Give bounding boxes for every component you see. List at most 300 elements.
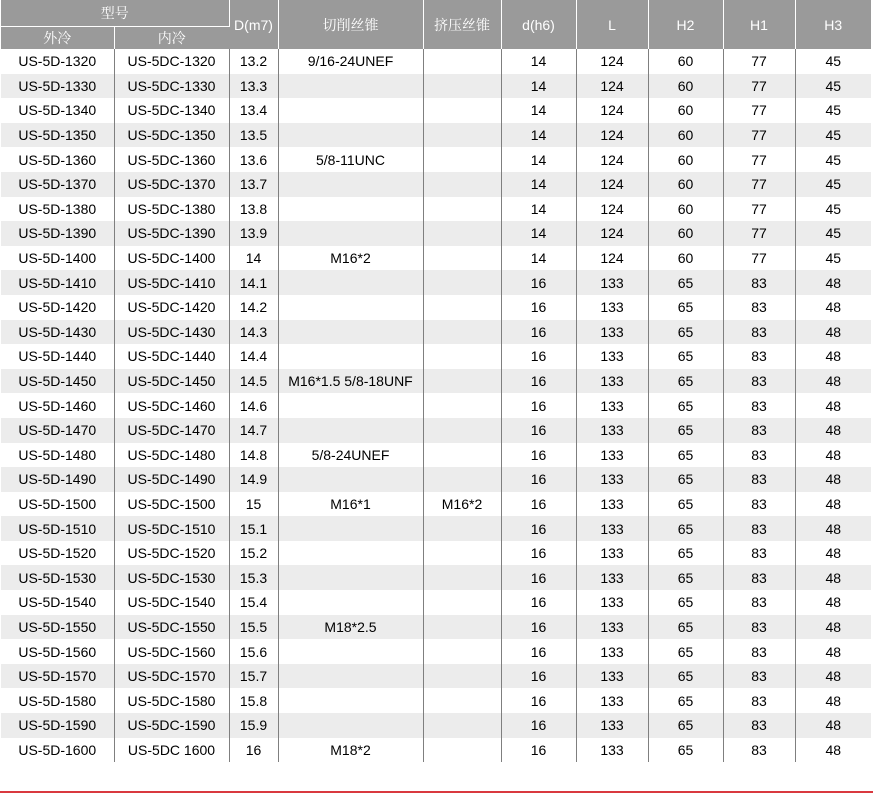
table-row — [1, 443, 871, 468]
l-cell: 133 — [576, 393, 648, 418]
table-row — [1, 615, 871, 640]
model-internal-cell: US-5DC-1330 — [114, 74, 229, 99]
model-internal-cell: US-5DC-1320 — [114, 49, 229, 74]
d-m7-cell: 15.3 — [229, 565, 278, 590]
model-external-cell: US-5D-1600 — [1, 738, 114, 763]
d-h6-cell: 16 — [501, 443, 576, 468]
h3-cell: 45 — [795, 123, 871, 148]
table-row — [1, 492, 871, 517]
h1-cell: 77 — [723, 147, 795, 172]
h2-cell: 60 — [648, 246, 723, 271]
model-external-cell: US-5D-1550 — [1, 615, 114, 640]
d-h6-cell: 16 — [501, 639, 576, 664]
h2-cell: 65 — [648, 467, 723, 492]
l-cell: 133 — [576, 664, 648, 689]
forming-tap-cell — [423, 393, 501, 418]
h2-cell: 60 — [648, 197, 723, 222]
model-external-cell: US-5D-1490 — [1, 467, 114, 492]
h1-cell: 83 — [723, 320, 795, 345]
h2-cell: 65 — [648, 344, 723, 369]
h3-cell: 48 — [795, 713, 871, 738]
h1-cell: 83 — [723, 467, 795, 492]
h1-cell: 77 — [723, 74, 795, 99]
model-external-cell: US-5D-1470 — [1, 418, 114, 443]
header-h3: H3 — [795, 0, 871, 49]
cutting-tap-cell: 9/16-24UNEF — [278, 49, 423, 74]
cutting-tap-cell — [278, 565, 423, 590]
l-cell: 124 — [576, 246, 648, 271]
model-external-cell: US-5D-1530 — [1, 565, 114, 590]
d-m7-cell: 14.6 — [229, 393, 278, 418]
d-m7-cell: 14 — [229, 246, 278, 271]
h1-cell: 83 — [723, 393, 795, 418]
table-row — [1, 590, 871, 615]
model-internal-cell: US-5DC-1390 — [114, 221, 229, 246]
model-internal-cell: US-5DC-1490 — [114, 467, 229, 492]
d-m7-cell: 13.6 — [229, 147, 278, 172]
d-h6-cell: 14 — [501, 197, 576, 222]
h2-cell: 65 — [648, 615, 723, 640]
h1-cell: 83 — [723, 344, 795, 369]
h2-cell: 65 — [648, 541, 723, 566]
d-h6-cell: 16 — [501, 344, 576, 369]
table-row — [1, 270, 871, 295]
d-m7-cell: 13.5 — [229, 123, 278, 148]
d-h6-cell: 16 — [501, 393, 576, 418]
d-m7-cell: 13.8 — [229, 197, 278, 222]
d-m7-cell: 15.9 — [229, 713, 278, 738]
d-m7-cell: 15 — [229, 492, 278, 517]
cutting-tap-cell — [278, 320, 423, 345]
table-row — [1, 541, 871, 566]
table-row — [1, 147, 871, 172]
forming-tap-cell — [423, 516, 501, 541]
h3-cell: 45 — [795, 246, 871, 271]
model-external-cell: US-5D-1430 — [1, 320, 114, 345]
forming-tap-cell — [423, 221, 501, 246]
cutting-tap-cell — [278, 221, 423, 246]
l-cell: 133 — [576, 418, 648, 443]
d-h6-cell: 14 — [501, 49, 576, 74]
table-row — [1, 664, 871, 689]
h3-cell: 45 — [795, 172, 871, 197]
model-internal-cell: US-5DC-1360 — [114, 147, 229, 172]
table-row — [1, 688, 871, 713]
model-external-cell: US-5D-1380 — [1, 197, 114, 222]
model-internal-cell: US-5DC-1590 — [114, 713, 229, 738]
model-internal-cell: US-5DC 1600 — [114, 738, 229, 763]
h3-cell: 48 — [795, 688, 871, 713]
cutting-tap-cell — [278, 516, 423, 541]
model-external-cell: US-5D-1460 — [1, 393, 114, 418]
model-internal-cell: US-5DC-1420 — [114, 295, 229, 320]
h1-cell: 83 — [723, 713, 795, 738]
l-cell: 133 — [576, 615, 648, 640]
h1-cell: 77 — [723, 123, 795, 148]
l-cell: 133 — [576, 541, 648, 566]
h2-cell: 60 — [648, 221, 723, 246]
bottom-divider — [0, 791, 873, 793]
model-internal-cell: US-5DC-1500 — [114, 492, 229, 517]
d-m7-cell: 14.1 — [229, 270, 278, 295]
h2-cell: 65 — [648, 639, 723, 664]
h2-cell: 65 — [648, 320, 723, 345]
d-m7-cell: 13.9 — [229, 221, 278, 246]
h3-cell: 45 — [795, 147, 871, 172]
cutting-tap-cell — [278, 295, 423, 320]
h2-cell: 60 — [648, 147, 723, 172]
l-cell: 133 — [576, 320, 648, 345]
h1-cell: 83 — [723, 516, 795, 541]
table-body — [1, 49, 871, 762]
l-cell: 133 — [576, 738, 648, 763]
header-internal-cooling: 内冷 — [114, 27, 229, 50]
l-cell: 133 — [576, 443, 648, 468]
d-h6-cell: 16 — [501, 713, 576, 738]
h3-cell: 48 — [795, 492, 871, 517]
h3-cell: 48 — [795, 664, 871, 689]
cutting-tap-cell — [278, 74, 423, 99]
h2-cell: 65 — [648, 713, 723, 738]
forming-tap-cell: M16*2 — [423, 492, 501, 517]
h3-cell: 48 — [795, 320, 871, 345]
header-cut-tap: 切削丝锥 — [278, 0, 423, 49]
l-cell: 124 — [576, 98, 648, 123]
header-form-tap: 挤压丝锥 — [423, 0, 501, 49]
model-external-cell: US-5D-1420 — [1, 295, 114, 320]
h1-cell: 77 — [723, 98, 795, 123]
model-internal-cell: US-5DC-1380 — [114, 197, 229, 222]
table-row — [1, 98, 871, 123]
header-d-h6: d(h6) — [501, 0, 576, 49]
h2-cell: 65 — [648, 295, 723, 320]
cutting-tap-cell: 5/8-11UNC — [278, 147, 423, 172]
model-external-cell: US-5D-1340 — [1, 98, 114, 123]
h1-cell: 83 — [723, 369, 795, 394]
d-m7-cell: 13.3 — [229, 74, 278, 99]
cutting-tap-cell — [278, 713, 423, 738]
h1-cell: 83 — [723, 565, 795, 590]
h3-cell: 48 — [795, 615, 871, 640]
table-row — [1, 172, 871, 197]
h1-cell: 83 — [723, 590, 795, 615]
cutting-tap-cell — [278, 541, 423, 566]
header-l: L — [576, 0, 648, 49]
l-cell: 133 — [576, 688, 648, 713]
forming-tap-cell — [423, 49, 501, 74]
model-internal-cell: US-5DC-1540 — [114, 590, 229, 615]
table-row — [1, 393, 871, 418]
header-model: 型号 — [1, 0, 229, 27]
cutting-tap-cell — [278, 590, 423, 615]
model-internal-cell: US-5DC-1480 — [114, 443, 229, 468]
forming-tap-cell — [423, 443, 501, 468]
h1-cell: 77 — [723, 49, 795, 74]
l-cell: 133 — [576, 467, 648, 492]
d-h6-cell: 16 — [501, 320, 576, 345]
l-cell: 133 — [576, 565, 648, 590]
header-h1: H1 — [723, 0, 795, 49]
cutting-tap-cell — [278, 344, 423, 369]
table-row — [1, 246, 871, 271]
forming-tap-cell — [423, 639, 501, 664]
d-h6-cell: 14 — [501, 221, 576, 246]
d-m7-cell: 15.6 — [229, 639, 278, 664]
cutting-tap-cell — [278, 664, 423, 689]
model-internal-cell: US-5DC-1410 — [114, 270, 229, 295]
forming-tap-cell — [423, 320, 501, 345]
model-external-cell: US-5D-1570 — [1, 664, 114, 689]
h3-cell: 45 — [795, 221, 871, 246]
cutting-tap-cell: M18*2 — [278, 738, 423, 763]
forming-tap-cell — [423, 418, 501, 443]
model-external-cell: US-5D-1360 — [1, 147, 114, 172]
l-cell: 133 — [576, 713, 648, 738]
forming-tap-cell — [423, 98, 501, 123]
header-d-m7: D(m7) — [229, 0, 278, 49]
h3-cell: 48 — [795, 418, 871, 443]
cutting-tap-cell — [278, 467, 423, 492]
h2-cell: 65 — [648, 443, 723, 468]
forming-tap-cell — [423, 270, 501, 295]
forming-tap-cell — [423, 615, 501, 640]
l-cell: 133 — [576, 369, 648, 394]
model-external-cell: US-5D-1510 — [1, 516, 114, 541]
model-internal-cell: US-5DC-1350 — [114, 123, 229, 148]
l-cell: 133 — [576, 492, 648, 517]
model-external-cell: US-5D-1480 — [1, 443, 114, 468]
d-h6-cell: 16 — [501, 738, 576, 763]
h1-cell: 77 — [723, 172, 795, 197]
table-row — [1, 639, 871, 664]
d-m7-cell: 15.7 — [229, 664, 278, 689]
h3-cell: 45 — [795, 98, 871, 123]
h3-cell: 48 — [795, 639, 871, 664]
model-internal-cell: US-5DC-1430 — [114, 320, 229, 345]
h1-cell: 83 — [723, 639, 795, 664]
h1-cell: 83 — [723, 295, 795, 320]
d-m7-cell: 14.4 — [229, 344, 278, 369]
model-external-cell: US-5D-1390 — [1, 221, 114, 246]
d-m7-cell: 14.2 — [229, 295, 278, 320]
h2-cell: 60 — [648, 49, 723, 74]
forming-tap-cell — [423, 369, 501, 394]
h3-cell: 48 — [795, 565, 871, 590]
cutting-tap-cell: M16*1 — [278, 492, 423, 517]
model-internal-cell: US-5DC-1370 — [114, 172, 229, 197]
model-external-cell: US-5D-1410 — [1, 270, 114, 295]
model-internal-cell: US-5DC-1530 — [114, 565, 229, 590]
d-m7-cell: 14.9 — [229, 467, 278, 492]
table-row — [1, 74, 871, 99]
l-cell: 133 — [576, 516, 648, 541]
d-h6-cell: 16 — [501, 492, 576, 517]
table-row — [1, 320, 871, 345]
table-row — [1, 344, 871, 369]
d-m7-cell: 14.3 — [229, 320, 278, 345]
forming-tap-cell — [423, 565, 501, 590]
d-h6-cell: 14 — [501, 74, 576, 99]
forming-tap-cell — [423, 246, 501, 271]
h1-cell: 77 — [723, 246, 795, 271]
table-row — [1, 295, 871, 320]
model-external-cell: US-5D-1590 — [1, 713, 114, 738]
l-cell: 124 — [576, 123, 648, 148]
h1-cell: 83 — [723, 688, 795, 713]
table-row — [1, 516, 871, 541]
model-internal-cell: US-5DC-1570 — [114, 664, 229, 689]
cutting-tap-cell — [278, 639, 423, 664]
forming-tap-cell — [423, 172, 501, 197]
model-external-cell: US-5D-1450 — [1, 369, 114, 394]
d-h6-cell: 16 — [501, 516, 576, 541]
cutting-tap-cell — [278, 123, 423, 148]
l-cell: 124 — [576, 49, 648, 74]
d-m7-cell: 13.7 — [229, 172, 278, 197]
h2-cell: 60 — [648, 123, 723, 148]
d-h6-cell: 16 — [501, 565, 576, 590]
h2-cell: 65 — [648, 565, 723, 590]
h3-cell: 48 — [795, 443, 871, 468]
model-internal-cell: US-5DC-1460 — [114, 393, 229, 418]
h3-cell: 48 — [795, 541, 871, 566]
d-h6-cell: 14 — [501, 246, 576, 271]
d-h6-cell: 14 — [501, 123, 576, 148]
h3-cell: 45 — [795, 49, 871, 74]
forming-tap-cell — [423, 664, 501, 689]
forming-tap-cell — [423, 590, 501, 615]
h2-cell: 65 — [648, 590, 723, 615]
h2-cell: 65 — [648, 369, 723, 394]
l-cell: 124 — [576, 147, 648, 172]
table-row — [1, 123, 871, 148]
forming-tap-cell — [423, 541, 501, 566]
d-h6-cell: 14 — [501, 98, 576, 123]
d-h6-cell: 16 — [501, 418, 576, 443]
table-row — [1, 738, 871, 763]
h2-cell: 65 — [648, 738, 723, 763]
h1-cell: 83 — [723, 541, 795, 566]
forming-tap-cell — [423, 197, 501, 222]
h1-cell: 83 — [723, 615, 795, 640]
cutting-tap-cell: 5/8-24UNEF — [278, 443, 423, 468]
forming-tap-cell — [423, 344, 501, 369]
forming-tap-cell — [423, 147, 501, 172]
h1-cell: 77 — [723, 221, 795, 246]
forming-tap-cell — [423, 295, 501, 320]
model-internal-cell: US-5DC-1560 — [114, 639, 229, 664]
model-internal-cell: US-5DC-1580 — [114, 688, 229, 713]
h2-cell: 65 — [648, 688, 723, 713]
l-cell: 124 — [576, 197, 648, 222]
cutting-tap-cell: M18*2.5 — [278, 615, 423, 640]
d-m7-cell: 14.5 — [229, 369, 278, 394]
h3-cell: 48 — [795, 467, 871, 492]
table-row — [1, 221, 871, 246]
d-m7-cell: 16 — [229, 738, 278, 763]
h3-cell: 48 — [795, 295, 871, 320]
h1-cell: 83 — [723, 443, 795, 468]
model-external-cell: US-5D-1560 — [1, 639, 114, 664]
forming-tap-cell — [423, 713, 501, 738]
d-h6-cell: 16 — [501, 270, 576, 295]
d-h6-cell: 16 — [501, 467, 576, 492]
d-h6-cell: 16 — [501, 664, 576, 689]
l-cell: 133 — [576, 590, 648, 615]
h3-cell: 45 — [795, 74, 871, 99]
table-row — [1, 713, 871, 738]
d-h6-cell: 16 — [501, 369, 576, 394]
header-external-cooling: 外冷 — [1, 27, 114, 50]
h3-cell: 48 — [795, 369, 871, 394]
header-h2: H2 — [648, 0, 723, 49]
d-m7-cell: 15.5 — [229, 615, 278, 640]
h2-cell: 65 — [648, 393, 723, 418]
l-cell: 133 — [576, 295, 648, 320]
forming-tap-cell — [423, 123, 501, 148]
forming-tap-cell — [423, 74, 501, 99]
model-external-cell: US-5D-1500 — [1, 492, 114, 517]
h3-cell: 48 — [795, 516, 871, 541]
model-external-cell: US-5D-1370 — [1, 172, 114, 197]
table-row — [1, 49, 871, 74]
model-internal-cell: US-5DC-1520 — [114, 541, 229, 566]
h2-cell: 65 — [648, 516, 723, 541]
cutting-tap-cell — [278, 172, 423, 197]
h3-cell: 45 — [795, 197, 871, 222]
d-h6-cell: 14 — [501, 147, 576, 172]
model-external-cell: US-5D-1580 — [1, 688, 114, 713]
d-h6-cell: 16 — [501, 590, 576, 615]
h2-cell: 60 — [648, 98, 723, 123]
l-cell: 133 — [576, 344, 648, 369]
cutting-tap-cell: M16*2 — [278, 246, 423, 271]
table-row — [1, 565, 871, 590]
l-cell: 124 — [576, 172, 648, 197]
table-row — [1, 369, 871, 394]
l-cell: 133 — [576, 270, 648, 295]
d-m7-cell: 13.2 — [229, 49, 278, 74]
cutting-tap-cell — [278, 270, 423, 295]
h1-cell: 83 — [723, 492, 795, 517]
model-external-cell: US-5D-1320 — [1, 49, 114, 74]
d-m7-cell: 15.1 — [229, 516, 278, 541]
h2-cell: 65 — [648, 270, 723, 295]
model-internal-cell: US-5DC-1470 — [114, 418, 229, 443]
d-m7-cell: 15.2 — [229, 541, 278, 566]
d-m7-cell: 15.4 — [229, 590, 278, 615]
h2-cell: 60 — [648, 172, 723, 197]
cutting-tap-cell — [278, 98, 423, 123]
table-row — [1, 467, 871, 492]
spec-table — [1, 0, 871, 762]
l-cell: 133 — [576, 639, 648, 664]
model-external-cell: US-5D-1440 — [1, 344, 114, 369]
table-header — [1, 0, 871, 49]
h1-cell: 83 — [723, 738, 795, 763]
l-cell: 124 — [576, 74, 648, 99]
d-m7-cell: 15.8 — [229, 688, 278, 713]
h2-cell: 60 — [648, 74, 723, 99]
cutting-tap-cell — [278, 393, 423, 418]
model-internal-cell: US-5DC-1340 — [114, 98, 229, 123]
model-external-cell: US-5D-1520 — [1, 541, 114, 566]
model-external-cell: US-5D-1400 — [1, 246, 114, 271]
cutting-tap-cell: M16*1.5 5/8-18UNF — [278, 369, 423, 394]
l-cell: 124 — [576, 221, 648, 246]
d-m7-cell: 14.8 — [229, 443, 278, 468]
model-internal-cell: US-5DC-1550 — [114, 615, 229, 640]
